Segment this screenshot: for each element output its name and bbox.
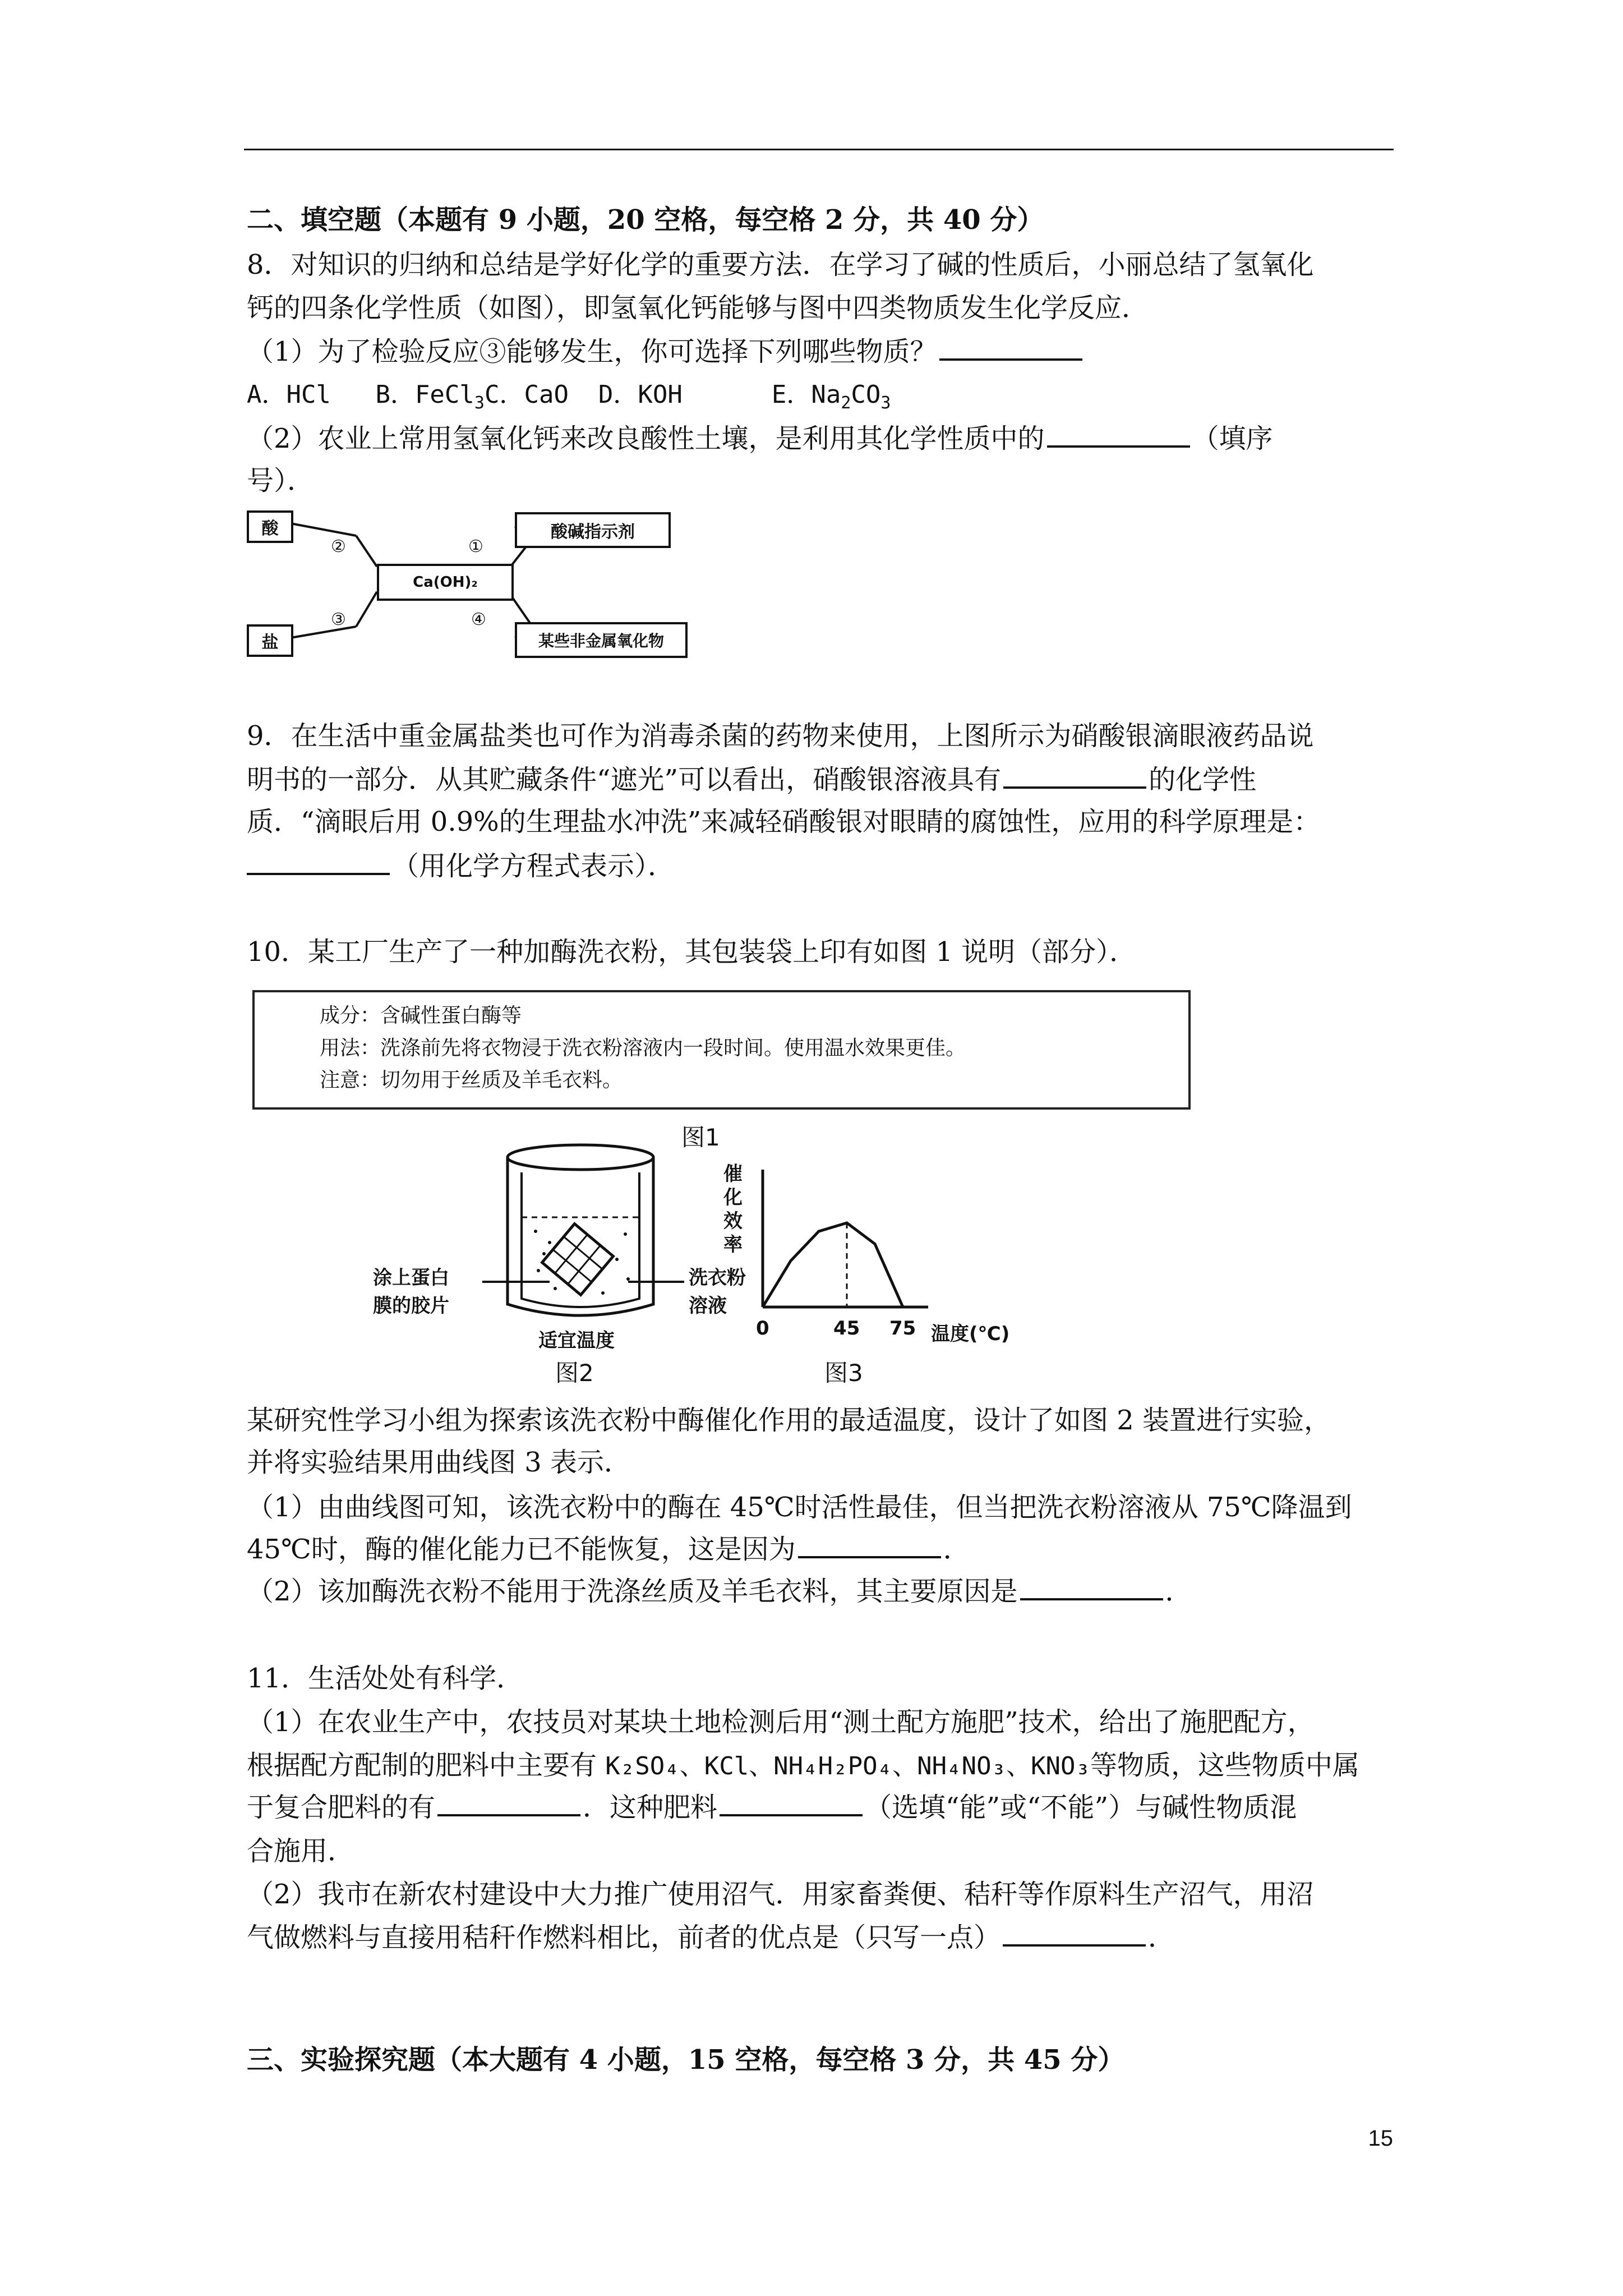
q9-line2 (247, 762, 1256, 798)
figure2-temperature-label: 适宜温度 (538, 1329, 615, 1352)
q11-part1-line3-mid: ．这种肥料 (583, 1792, 718, 1823)
q11-part2-line1: （2）我市在新农村建设中大力推广使用沼气．用家畜粪便、秸秆等作原料生产沼气，用沼 (247, 1879, 1314, 1910)
q11-line1: 11．生活处处有科学． (247, 1663, 524, 1694)
q8-option-b: B．FeCl$_3$ (375, 380, 485, 413)
q9-line3: 质．“滴眼后用 0.9%的生理盐水冲洗”来减轻硝酸银对眼睛的腐蚀性，应用的科学原理是： (247, 806, 1321, 838)
marker-2: ② (331, 537, 346, 556)
q8-part2-text: （2）农业上常用氢氧化钙来改良酸性土壤，是利用其化学性质中的 (247, 423, 1045, 454)
figure2-beaker (482, 1142, 684, 1327)
q8-part1-text: （1）为了检验反应③能够发生，你可选择下列哪些物质？ (247, 336, 937, 367)
figure2-film-label-2: 膜的胶片 (373, 1295, 449, 1317)
figure2-caption: 图2 (555, 1359, 594, 1387)
figure2-film-label-1: 涂上蛋白 (373, 1267, 449, 1289)
page-number: 15 (1368, 2126, 1393, 2151)
y-label-char-1: 催 (723, 1163, 743, 1185)
figure3-chart (723, 1158, 1026, 1349)
q8-answer-blank-1[interactable] (939, 334, 1082, 361)
q11-part1-line3-pre: 于复合肥料的有 (247, 1792, 436, 1823)
q8-option-e: E．$Na_2CO_3$ (771, 380, 891, 413)
q10-answer-blank-2[interactable] (1020, 1573, 1163, 1600)
salt-box: 盐 (247, 624, 293, 657)
q8-option-d: D．KOH (598, 380, 683, 409)
y-label-char-3: 效 (723, 1210, 743, 1232)
caoh2-diagram (247, 502, 684, 665)
marker-1: ① (468, 537, 483, 556)
q8-part1 (247, 334, 1085, 370)
q10-line1: 10．某工厂生产了一种加酶洗衣粉，其包装袋上印有如图 1 说明（部分）． (247, 936, 1137, 968)
y-label-char-4: 率 (723, 1234, 743, 1256)
q10-part1-line1: （1）由曲线图可知，该洗衣粉中的酶在 45℃时活性最佳，但当把洗衣粉溶液从 75℃降温到 (247, 1492, 1352, 1523)
q11-part1-line3-post: （选填“能”或“不能”）与碱性物质混 (865, 1792, 1297, 1823)
q8-answer-blank-2[interactable] (1047, 421, 1190, 448)
q8-part2-end: 号）． (247, 465, 315, 496)
instruction-caution: 注意：切勿用于丝质及羊毛衣料。 (320, 1069, 623, 1092)
instruction-usage: 用法：洗涤前先将衣物浸于洗衣粉溶液内一段时间。使用温水效果更佳。 (320, 1037, 966, 1060)
x-tick-75: 75 (889, 1317, 916, 1340)
q10-part1-line2 (247, 1531, 970, 1567)
q8-option-c: C．CaO (484, 380, 569, 409)
q10-part1-text: 45℃时，酶的催化能力已不能恢复，这是因为 (247, 1534, 796, 1565)
indicator-box: 酸碱指示剂 (515, 512, 671, 548)
x-tick-0: 0 (756, 1317, 769, 1340)
q11-answer-blank-3[interactable] (1003, 1920, 1146, 1947)
q9-line1: 9．在生活中重金属盐类也可作为消毒杀菌的药物来使用，上图所示为硝酸银滴眼液药品说 (247, 720, 1314, 752)
marker-4: ④ (471, 610, 486, 629)
q8-part2-suffix: （填序 (1192, 423, 1273, 454)
caoh2-box: Ca(OH)₂ (377, 564, 514, 601)
q11-part1-line2-post: 等物质，这些物质中属 (1090, 1750, 1360, 1781)
instruction-ingredients: 成分：含碱性蛋白酶等 (320, 1004, 522, 1027)
x-tick-45: 45 (833, 1317, 860, 1340)
q11-answer-blank-2[interactable] (720, 1789, 863, 1816)
q10-part2-period: ． (1165, 1576, 1192, 1607)
q9-line2-text: 明书的一部分．从其贮藏条件“遮光”可以看出，硝酸银溶液具有 (247, 764, 1002, 795)
q9-line2-suffix: 的化学性 (1149, 764, 1257, 795)
q11-part1-line1: （1）在农业生产中，农技员对某块土地检测后用“测土配方施肥”技术，给出了施肥配方， (247, 1706, 1315, 1738)
q11-part1-line3 (247, 1789, 1297, 1825)
x-axis-label: 温度(℃) (931, 1323, 1010, 1345)
q10-part1-period: ． (943, 1534, 970, 1565)
q10-part2-text: （2）该加酶洗衣粉不能用于洗涤丝质及羊毛衣料，其主要原因是 (247, 1576, 1018, 1607)
q10-part2 (247, 1573, 1192, 1609)
q8-option-a: A．HCl (247, 380, 331, 409)
acid-box: 酸 (247, 510, 293, 543)
q9-line4 (247, 848, 675, 884)
q11-part1-line2 (247, 1747, 1359, 1784)
section-2-title: 二、填空题（本题有 9 小题，20 空格，每空格 2 分，共 40 分） (247, 204, 1044, 236)
figure2-solution-label-2: 溶液 (689, 1295, 727, 1317)
q11-part1-line4: 合施用． (247, 1835, 355, 1867)
figure1-caption: 图1 (681, 1124, 720, 1151)
q11-part2-line2 (247, 1920, 1175, 1955)
efficiency-curve (763, 1223, 903, 1307)
figure3-caption: 图3 (824, 1359, 863, 1387)
q8-options (247, 377, 891, 413)
q11-fertilizer-list: K₂SO₄、KCl、NH₄H₂PO₄、NH₄NO₃、KNO₃ (605, 1752, 1091, 1780)
q8-stem-line2: 钙的四条化学性质（如图），即氢氧化钙能够与图中四类物质发生化学反应． (247, 292, 1149, 324)
figure2-solution-label-1: 洗衣粉 (689, 1267, 746, 1289)
marker-3: ③ (331, 610, 346, 629)
q9-answer-blank-1[interactable] (1003, 762, 1146, 789)
q9-answer-blank-2[interactable] (247, 848, 390, 875)
q8-part2 (247, 421, 1273, 457)
q11-answer-blank-1[interactable] (437, 1789, 580, 1816)
q10-line3: 并将实验结果用曲线图 3 表示． (247, 1447, 631, 1478)
q9-line4-text: （用化学方程式表示）． (392, 850, 675, 882)
q8-stem-line1: 8．对知识的归纳和总结是学好化学的重要方法．在学习了碱的性质后，小丽总结了氢氧化 (247, 249, 1314, 280)
q11-part1-line2-pre: 根据配方配制的肥料中主要有 (247, 1750, 606, 1781)
q11-part2-period: ． (1148, 1922, 1175, 1953)
q10-line2: 某研究性学习小组为探索该洗衣粉中酶催化作用的最适温度，设计了如图 2 装置进行实验， (247, 1405, 1331, 1436)
q10-answer-blank-1[interactable] (798, 1531, 941, 1558)
nonmetal-oxide-box: 某些非金属氧化物 (515, 622, 688, 658)
q11-part2-text: 气做燃料与直接用秸秆作燃料相比，前者的优点是（只写一点） (247, 1922, 1001, 1953)
section-3-title: 三、实验探究题（本大题有 4 小题，15 空格，每空格 3 分，共 45 分） (247, 2044, 1125, 2076)
y-label-char-2: 化 (723, 1186, 743, 1209)
header-rule (244, 149, 1394, 150)
